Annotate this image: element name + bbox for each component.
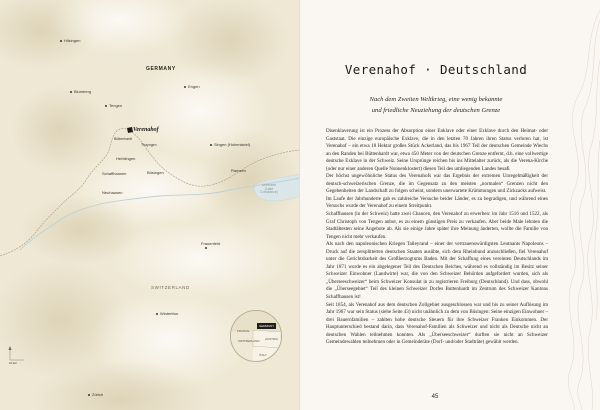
locator-inset-map: [230, 310, 282, 362]
map-dot-singen: [210, 144, 212, 146]
map-dot-zurich: [88, 394, 90, 396]
paragraph: Als nach den napoleonischen Kriegen Talleyrand – einer der vertrauenswürdigsten Leutnants Napoleons – Druck auf die zersplitterten deutschen Staaten ausübte, sich dem Rheinbund anzuschließen, fiel Verenahof unter die Gerichtsbarkeit des Großherzogtums Baden. Mit der Schaffung eines vereinten Deutschlands im Jahr 1871 wurde es ein abgelegener Teil des Deutschen Reiches, während es vollständig im Besitz seiner Schweizer Einwohner (Landwirte) war, die von den Schweizer Behörden aufgefordert wurden, sich als „Überseeschweizer“ beim Schweizer Konsulat in zu registrieren Freiburg (Deutschland). Und dass, obwohl die „Überseegebiet“ Teil des kleinen Schweizer Dorfes Buttenhardt im Zentrum des Schweizer Kantons Schaffhausen ist!: [326, 241, 548, 301]
map-dot-frauenfeld: [205, 247, 207, 249]
paragraph: Disenklaverung ist ein Prozess der Absorption einer Enklave oder einer Exklave durch den Heimat- oder Gaststaat. Die einzige europäische Exklave, die in den letzten 70 Jahren ihren Status verloren hat, ist Verenahof – ein etwa 18 Hektar großes Stück Ackerland, das bis 1967 Teil der deutschen Gemeinde Wiechs an den Randen bei Büttenhardt war, etwa 450 Meter von der deutschen Grenze entfernt, d.h. eine vollwertige deutsche Exklave in der Schweiz. Seine Ursprünge reichen bis ins Mittelalter zurück, als die Verena-Kirche (oder nur einer anderen Quelle Nonnenklostert) diesen Teil des umliegenden Landes besaß.: [326, 128, 548, 172]
map-label-neuhausen: Neuhausen: [102, 190, 123, 195]
paragraph: Im Laufe der Jahrhunderte gab es zahlreiche Versuche beider Länder, es zu begradigen, und während eines Versuchs wurde der Verenahof zu einem Streitpunkt.: [326, 195, 548, 210]
map-label-schaffhausen: Schaffhausen: [102, 171, 127, 176]
map-label-herblingen: Herblingen: [116, 156, 136, 161]
article-body: [326, 128, 548, 347]
map-label-hilzingen: Hilzingen: [64, 38, 81, 43]
map-label-busingen: Büsingen: [147, 170, 164, 175]
subtitle-line-1: Nach dem Zweiten Weltkrieg, eine wenig bekannte: [369, 96, 503, 103]
page-number: 45: [431, 394, 439, 400]
map-label-frauenfeld: Frauenfeld: [201, 241, 221, 246]
text-page: [300, 0, 600, 410]
map-dot-engen: [184, 86, 186, 88]
map-dot-winterthur: [156, 313, 158, 315]
map-scale-label: 10 km: [9, 361, 18, 365]
inset-label-germany: GERMANY: [259, 324, 275, 328]
map-label-verenahof: Verenahof: [133, 127, 159, 133]
inset-label-france: FRANCE: [237, 329, 250, 333]
map-label-engen: Engen: [188, 84, 200, 89]
article-subtitle: [336, 94, 536, 116]
subtitle-line-2: und friedliche Neuziehung der deutschen Grenze: [371, 107, 501, 114]
map-label-tengen: Tengen: [109, 103, 123, 108]
map-label-buttenhardt: Büttenhardt: [114, 137, 133, 141]
inset-label-switzerland: SWITZERLAND: [238, 339, 260, 343]
paragraph: Schaffhausen (in der Schweiz) hatte zwei Chancen, den Verenahof zu erwerben: im Jahr 1516 und 1522, als Graf Christoph von Tengen anbot, es zu einem günstigen Preis zu verkaufen. Aber beide Male lehnten die Stadtältesten seine Angebote ab. Als sie einige Jahre später ihre Meinung änderten, wollte die Familie von Tengen nicht mehr verkaufen.: [326, 211, 548, 240]
map-label-germany: GERMANY: [146, 66, 176, 72]
inset-label-italy: ITALY: [259, 353, 267, 357]
map-dot-tengen: [105, 105, 107, 107]
map-label-winterthur: Winterthur: [160, 311, 179, 316]
map-dot-blumberg: [70, 91, 72, 93]
map-label-zurich: Zürich: [92, 392, 104, 397]
article-title: Verenahof · Deutschland: [344, 62, 528, 77]
inset-shapes: [231, 311, 281, 361]
map-label-lake: Untersee (Lake Constance): [260, 183, 278, 194]
map-label-blumberg: Blumberg: [74, 89, 92, 94]
map-label-ramsen: Ramsen: [231, 168, 246, 173]
paragraph: Der höchst ungewöhnliche Status des Verenahofs war das Ergebnis der extremen Unregelmäßigkeit der deutsch-schweizerischen Grenze, die im Gegensatz zu den meisten „normalen“ Grenzen nicht den Gegebenheiten der Landschaft zu folgen scheint, sondern unerwartete Krümmungen und Zickzacks aufweist.: [326, 173, 548, 195]
contour-decoration: [554, 0, 600, 410]
map-label-switzerland: SWITZERLAND: [151, 285, 190, 290]
map-dot-hilzingen: [60, 40, 62, 42]
map-label-thayngen: Thayngen: [141, 143, 157, 147]
map-label-singen: Singen (Hohentwiel): [214, 142, 251, 147]
inset-label-austria: AUSTRIA: [265, 337, 279, 341]
paragraph: Seit 1854, als Verenahof aus dem deutschen Zollgebiet ausgeschlossen war und bis zu seiner Auflösung im Jahr 1967 war sein Status (siehe Seite 43) nicht unähnlich zu dem von Büsingen: Seine einzigen Einwohner – drei Bauernfamilien – zahlten hohe deutsche Steuern für ihre Schweizer Franken Einkommen. Der Hauptunterschied bestand darin, dass Verenahof-Familien als Schweizer und nicht als Deutsche nicht an deutschen Wahlen teilnehmen konnten. Als „Überseeschweizer“ durften sie nicht an Schweizer Gemeindewahlen teilnehmen oder in Gemeinderäte (Dorf- und/oder Stadträte) gewählt werden.: [326, 301, 548, 346]
